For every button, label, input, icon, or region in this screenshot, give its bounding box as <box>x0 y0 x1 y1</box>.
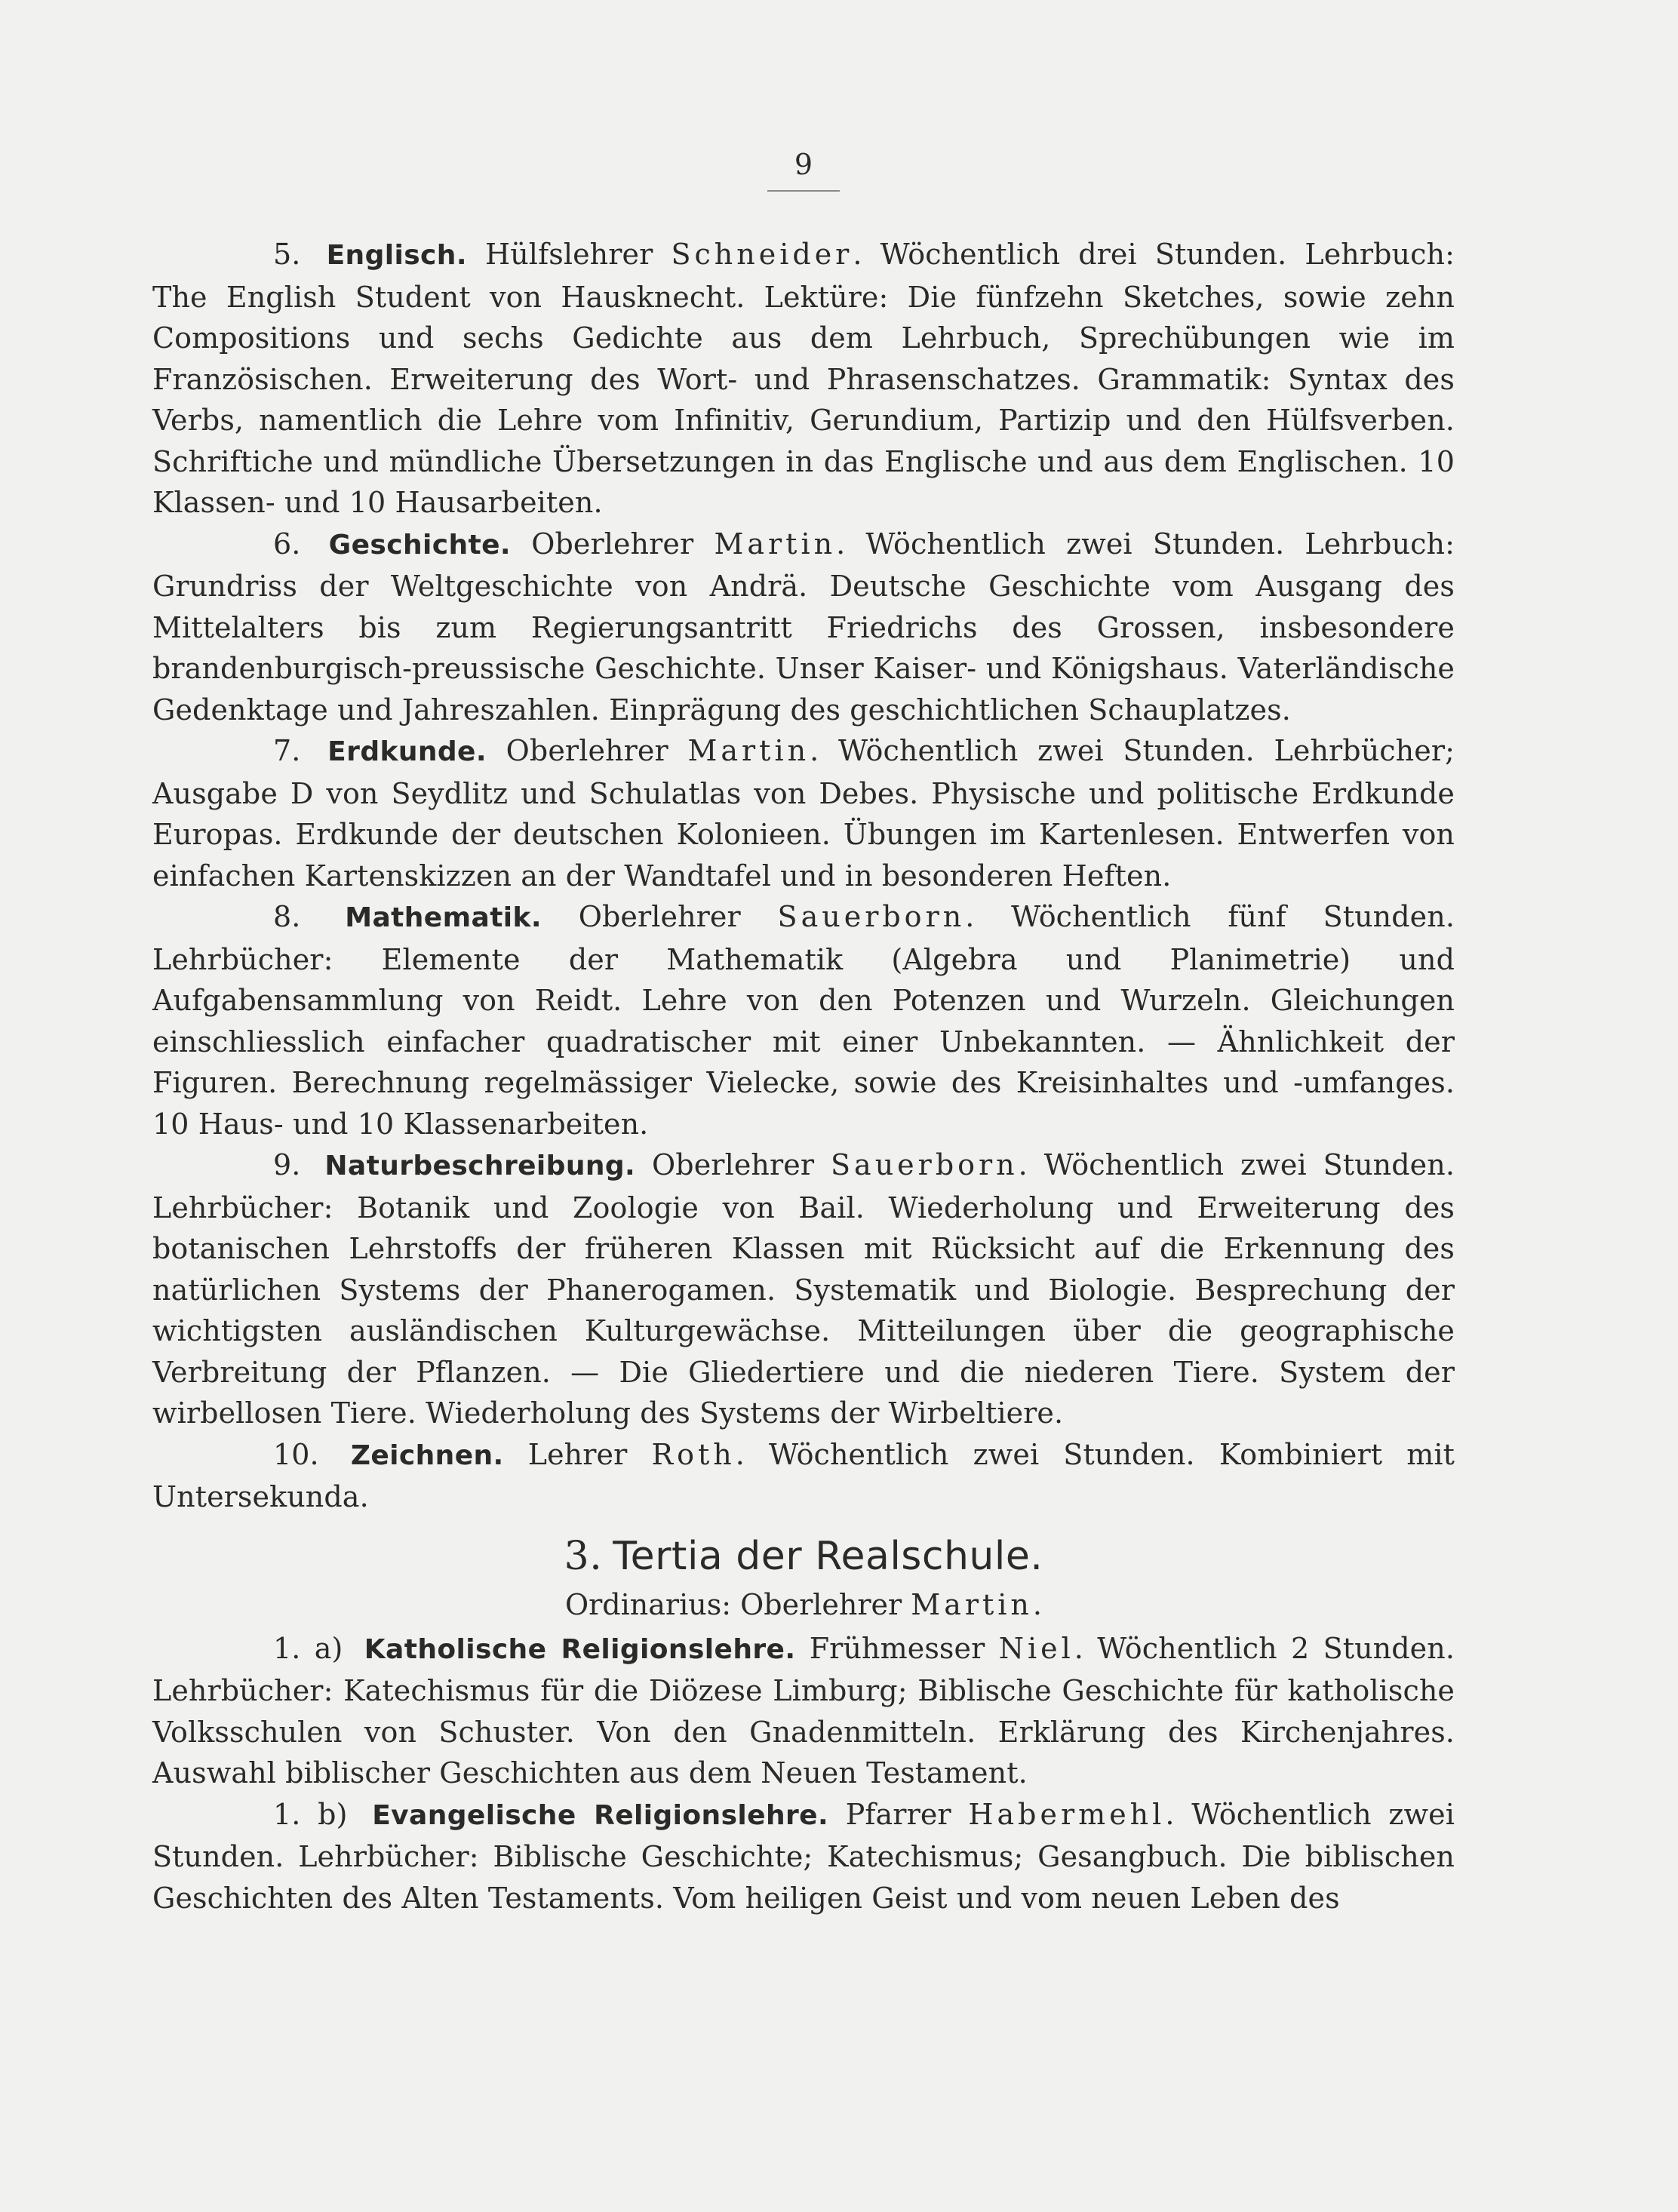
page-number <box>152 143 1455 192</box>
entry-number: 7. <box>273 734 301 767</box>
entry-subject: Mathematik. <box>345 902 542 933</box>
entry-teacher: Martin <box>714 527 837 561</box>
ordinarius-name: Martin <box>911 1587 1033 1621</box>
section-heading <box>152 1532 1455 1581</box>
entry-role: Oberlehrer <box>531 527 694 561</box>
entry-text: Wöchentlich zwei Stunden. Lehrbücher: Biblische Geschichte; Katechismus; Gesangbuch. Die biblischen Geschichten des Alten Testaments. Vom heiligen Geist und vom neuen Leben des <box>152 1797 1455 1915</box>
entry-number: 8. <box>273 900 301 933</box>
entry-text: Wöchentlich zwei Stunden. Kombiniert mit Untersekunda. <box>152 1437 1455 1513</box>
entry-number: 9. <box>273 1148 301 1181</box>
entry-number: 10. <box>273 1437 319 1471</box>
entry-subject: Geschichte. <box>328 529 512 561</box>
entry-subject: Naturbeschreibung. <box>324 1151 636 1181</box>
entry-englisch: 5. Englisch. Hülfslehrer Schneider. Wöchentlich drei Stunden. Lehrbuch: The English Student von Hausknecht. Lektüre: Die fünfzehn Sketches, sowie zehn Compositions und sechs Gedichte aus dem Lehrbuch, Sprechübungen wie im Französischen. Erweiterung des Wort- und Phrasenschatzes. Grammatik: Syntax des Verbs, namentlich die Lehre vom Infinitiv, Gerundium, Partizip und den Hülfsverben. Schriftiche und mündliche Übersetzungen in das Englische und aus dem Englischen. 10 Klassen- und 10 Hausarbeiten. <box>152 238 1455 519</box>
entry-teacher: Habermehl <box>968 1797 1166 1831</box>
entry-text: Wöchentlich zwei Stunden. Lehrbücher: Botanik und Zoologie von Bail. Wiederholung und Erweiterung des botanischen Lehrstoffs der früheren Klassen mit Rücksicht auf die Erkennung des natürlichen Systems der Phanerogamen. Systematik und Biologie. Besprechung der wichtigsten ausländischen Kulturgewächse. Mitteilungen über die geographische Verbreitung der Pflanzen. — Die Gliedertiere und die niederen Tiere. System der wirbellosen Tiere. Wiederholung des Systems der Wirbeltiere. <box>152 1148 1455 1430</box>
entry-role: Oberlehrer <box>652 1148 815 1181</box>
entry-role: Frühmesser <box>809 1631 985 1665</box>
entry-zeichnen: 10. Zeichnen. Lehrer Roth. Wöchentlich zwei Stunden. Kombiniert mit Untersekunda. <box>152 1437 1455 1513</box>
document-page <box>152 143 1455 1919</box>
page-number-text: 9 <box>794 148 813 181</box>
entry-text: Wöchentlich fünf Stunden. Lehrbücher: Elemente der Mathematik (Algebra und Planimetrie) und Aufgabensammlung von Reidt. Lehre von den Potenzen und Wurzeln. Gleichungen einschliesslich einfacher quadratischer mit einer Unbekannten. — Ähnlichkeit der Figuren. Berechnung regelmässiger Vielecke, sowie des Kreisinhaltes und -umfanges. 10 Haus- und 10 Klassenarbeiten. <box>152 900 1455 1141</box>
entry-text: Wöchentlich 2 Stunden. Lehrbücher: Katechismus für die Diözese Limburg; Biblische Geschichte für katholische Volksschulen von Schuster. Von den Gnadenmitteln. Erklärung des Kirchenjahres. Auswahl biblischer Geschichten aus dem Neuen Testament. <box>152 1631 1455 1790</box>
entry-number: 1. b) <box>273 1797 348 1831</box>
entry-role: Hülfslehrer <box>485 238 653 271</box>
entry-number: 5. <box>273 238 301 271</box>
entry-geschichte: 6. Geschichte. Oberlehrer Martin. Wöchentlich zwei Stunden. Lehrbuch: Grundriss der Weltgeschichte von Andrä. Deutsche Geschichte vom Ausgang des Mittelalters bis zum Regierungsantritt Friedrichs des Grossen, insbesondere brandenburgisch-preussische Geschichte. Unser Kaiser- und Königshaus. Vaterländische Gedenktage und Jahreszahlen. Einprägung des geschichtlichen Schauplatzes. <box>152 527 1455 727</box>
entry-role: Lehrer <box>527 1437 628 1471</box>
entry-evangelische-religionslehre: 1. b) Evangelische Religionslehre. Pfarrer Habermehl. Wöchentlich zwei Stunden. Lehrbücher: Biblische Geschichte; Katechismus; Gesangbuch. Die biblischen Geschichten des Alten Testaments. Vom heiligen Geist und vom neuen Leben des <box>152 1797 1455 1915</box>
entry-text: Wöchentlich drei Stunden. Lehrbuch: The English Student von Hausknecht. Lektüre: Die fünfzehn Sketches, sowie zehn Compositions und sechs Gedichte aus dem Lehrbuch, Sprechübungen wie im Französischen. Erweiterung des Wort- und Phrasenschatzes. Grammatik: Syntax des Verbs, namentlich die Lehre vom Infinitiv, Gerundium, Partizip und den Hülfsverben. Schriftiche und mündliche Übersetzungen in das Englische und aus dem Englischen. 10 Klassen- und 10 Hausarbeiten. <box>152 238 1455 519</box>
entry-number: 6. <box>273 527 301 561</box>
entry-text: Wöchentlich zwei Stunden. Lehrbücher; Ausgabe D von Seydlitz und Schulatlas von Debes. Physische und politische Erdkunde Europas. Erdkunde der deutschen Kolonieen. Übungen im Kartenlesen. Entwerfen von einfachen Kartenskizzen an der Wandtafel und in besonderen Heften. <box>152 734 1455 892</box>
entry-subject: Erdkunde. <box>327 736 487 767</box>
entry-katholische-religionslehre: 1. a) Katholische Religionslehre. Frühmesser Niel. Wöchentlich 2 Stunden. Lehrbücher: Katechismus für die Diözese Limburg; Biblische Geschichte für katholische Volksschulen von Schuster. Von den Gnadenmitteln. Erklärung des Kirchenjahres. Auswahl biblischer Geschichten aus dem Neuen Testament. <box>152 1631 1455 1790</box>
entry-subject: Zeichnen. <box>350 1439 504 1471</box>
entry-subject: Englisch. <box>326 240 467 271</box>
entry-role: Oberlehrer <box>578 900 741 933</box>
entry-erdkunde: 7. Erdkunde. Oberlehrer Martin. Wöchentlich zwei Stunden. Lehrbücher; Ausgabe D von Seydlitz und Schulatlas von Debes. Physische und politische Erdkunde Europas. Erdkunde der deutschen Kolonieen. Übungen im Kartenlesen. Entwerfen von einfachen Kartenskizzen an der Wandtafel und in besonderen Heften. <box>152 734 1455 892</box>
entry-teacher: Sauerborn <box>831 1148 1019 1181</box>
entry-role: Pfarrer <box>845 1797 951 1831</box>
entry-subject: Katholische Religionslehre. <box>364 1633 796 1665</box>
ordinarius-line: Ordinarius: Oberlehrer Martin. <box>564 1587 1043 1621</box>
entry-teacher: Niel <box>998 1631 1074 1665</box>
section-title: Tertia der Realschule. <box>613 1533 1043 1579</box>
entry-teacher: Roth <box>651 1437 736 1471</box>
entry-teacher: Martin <box>687 734 810 767</box>
entry-number: 1. a) <box>273 1631 343 1665</box>
entry-subject: Evangelische Religionslehre. <box>372 1799 829 1831</box>
ordinarius-label: Ordinarius: <box>564 1587 732 1621</box>
section-number: 3. <box>564 1533 603 1579</box>
entry-teacher: Sauerborn <box>777 900 966 933</box>
entry-role: Oberlehrer <box>506 734 668 767</box>
page-number-rule <box>767 190 840 192</box>
entry-mathematik: 8. Mathematik. Oberlehrer Sauerborn. Wöchentlich fünf Stunden. Lehrbücher: Elemente der Mathematik (Algebra und Planimetrie) und Aufgabensammlung von Reidt. Lehre von den Potenzen und Wurzeln. Gleichungen einschliesslich einfacher quadratischer mit einer Unbekannten. — Ähnlichkeit der Figuren. Berechnung regelmässiger Vielecke, sowie des Kreisinhaltes und -umfanges. 10 Haus- und 10 Klassenarbeiten. <box>152 900 1455 1141</box>
entry-naturbeschreibung: 9. Naturbeschreibung. Oberlehrer Sauerborn. Wöchentlich zwei Stunden. Lehrbücher: Botanik und Zoologie von Bail. Wiederholung und Erweiterung des botanischen Lehrstoffs der früheren Klassen mit Rücksicht auf die Erkennung des natürlichen Systems der Phanerogamen. Systematik und Biologie. Besprechung der wichtigsten ausländischen Kulturgewächse. Mitteilungen über die geographische Verbreitung der Pflanzen. — Die Gliedertiere und die niederen Tiere. System der wirbellosen Tiere. Wiederholung des Systems der Wirbeltiere. <box>152 1148 1455 1430</box>
entry-text: Wöchentlich zwei Stunden. Lehrbuch: Grundriss der Weltgeschichte von Andrä. Deutsche Geschichte vom Ausgang des Mittelalters bis zum Regierungsantritt Friedrichs des Grossen, insbesondere brandenburgisch-preussische Geschichte. Unser Kaiser- und Königshaus. Vaterländische Gedenktage und Jahreszahlen. Einprägung des geschichtlichen Schauplatzes. <box>152 527 1455 727</box>
ordinarius-role: Oberlehrer <box>740 1587 902 1621</box>
entry-teacher: Schneider <box>671 238 853 271</box>
